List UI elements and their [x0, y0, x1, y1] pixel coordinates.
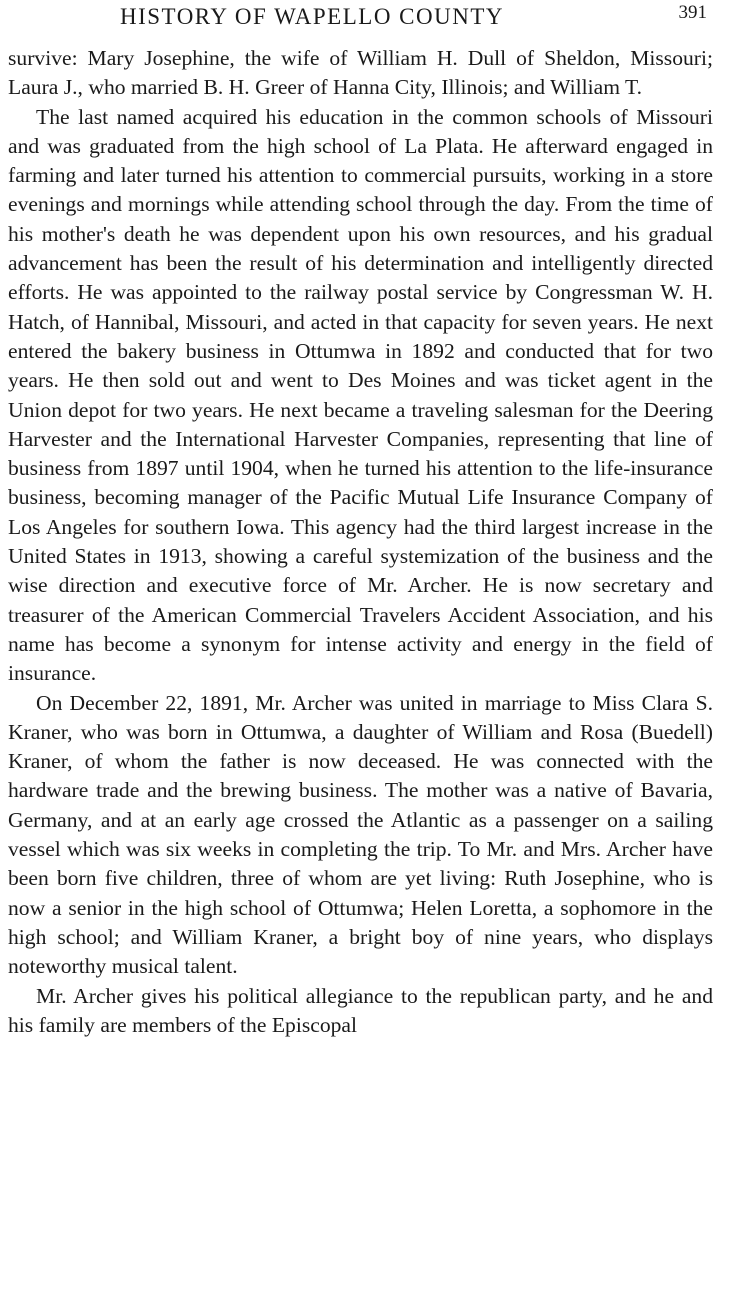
body-text: [8, 44, 713, 1040]
page-number: 391: [678, 2, 707, 23]
paragraph-continuation: survive: Mary Josephine, the wife of William H. Dull of Sheldon, Missouri; Laura J., who married B. H. Greer of Hanna City, Illinois; and William T.: [8, 46, 713, 100]
running-head: [8, 0, 713, 44]
paragraph-marriage-family: On December 22, 1891, Mr. Archer was united in marriage to Miss Clara S. Kraner, who was born in Ottumwa, a daughter of William and Rosa (Buedell) Kraner, of whom the father is now deceased. He was connected with the hardware trade and the brewing business. The mother was a native of Bavaria, Germany, and at an early age crossed the Atlantic as a passenger on a sailing vessel which was six weeks in completing the trip. To Mr. and Mrs. Archer have been born five children, three of whom are yet living: Ruth Josephine, who is now a senior in the high school of Ottumwa; Helen Loretta, a sophomore in the high school; and William Kraner, a bright boy of nine years, who displays noteworthy musical talent.: [8, 690, 713, 979]
paragraph-politics: Mr. Archer gives his political allegiance to the republican party, and he and his family are members of the Episcopal: [8, 983, 713, 1037]
paragraph-education-career: The last named acquired his education in the common schools of Missouri and was graduated from the high school of La Plata. He afterward engaged in farming and later turned his attention to commercial pursuits, working in a store evenings and mornings while attending school through the day. From the time of his mother's death he was dependent upon his own resources, and his gradual advancement has been the result of his determination and intelligently directed efforts. He was appointed to the railway postal service by Congressman W. H. Hatch, of Hannibal, Missouri, and acted in that capacity for seven years. He next entered the bakery business in Ottumwa in 1892 and conducted that for two years. He then sold out and went to Des Moines and was ticket agent in the Union depot for two years. He next became a traveling salesman for the Deering Harvester and the International Harvester Companies, representing that line of business from 1897 until 1904, when he turned his attention to the life-insurance business, becoming manager of the Pacific Mutual Life Insurance Company of Los Angeles for southern Iowa. This agency had the third largest increase in the United States in 1913, showing a careful systemization of the business and the wise direction and executive force of Mr. Archer. He is now secretary and treasurer of the American Commercial Travelers Accident Association, and his name has become a synonym for intense activity and energy in the field of insurance.: [8, 104, 713, 686]
book-page: [8, 0, 713, 1314]
running-title: HISTORY OF WAPELLO COUNTY: [120, 4, 505, 29]
